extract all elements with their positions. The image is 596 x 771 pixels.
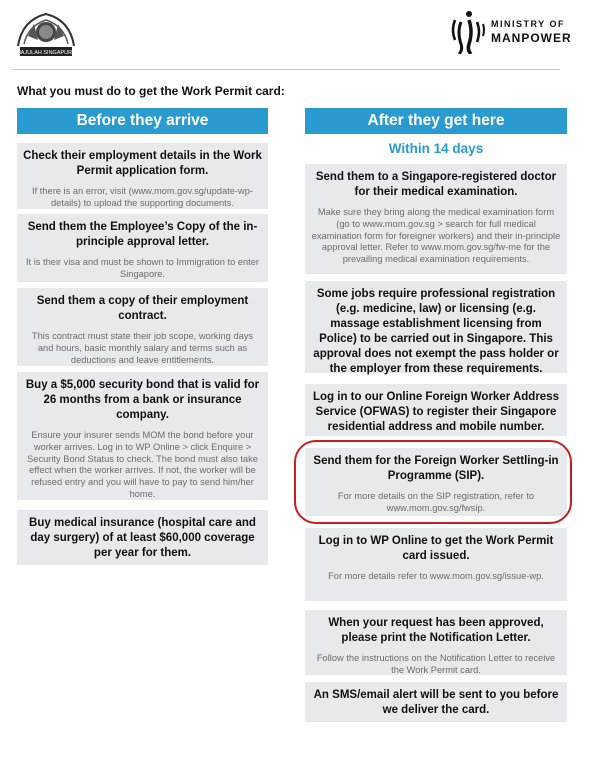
card-description: If there is an error, visit (www.mom.gov.sg/update-wp-details) to upload the supporting documents. xyxy=(32,186,253,208)
before-card-5 xyxy=(17,510,268,565)
card-title: Buy medical insurance (hospital care and day surgery) of at least $60,000 coverage per year for them. xyxy=(29,517,256,559)
singapore-crest-logo xyxy=(14,6,78,60)
card-title: Send them the Employee’s Copy of the in-principle approval letter. xyxy=(27,221,258,248)
within-14-days-subheading: Within 14 days xyxy=(388,141,484,156)
crest-motto: MAJULAH SINGAPURA xyxy=(16,50,76,56)
card-description: This contract must state their job scope, working days and hours, basic monthly salary and terms such as deductions and leave entitlements. xyxy=(31,331,254,365)
after-card-1 xyxy=(305,164,567,274)
intro-heading: What you must do to get the Work Permit card: xyxy=(17,84,285,98)
after-arrive-heading: After they get here xyxy=(305,108,567,134)
card-description: Ensure your insurer sends MOM the bond before your worker arrives. Log in to WP Online > click Enquire > Security Bond Status to check. The bond must also take effect when the worker arrives. If not, the worker will be refused entry and you will have to pay to send him/her home. xyxy=(27,430,258,499)
card-title: An SMS/email alert will be sent to you before we deliver the card. xyxy=(313,689,559,716)
card-title: Some jobs require professional registration (e.g. medicine, law) or licensing (e.g. massage establishment licensing from Police) to be carried out in Singapore. This approval does not exempt the pass holder or the employer from these requirements. xyxy=(313,288,559,375)
card-title: Send them a copy of their employment contract. xyxy=(36,295,249,322)
after-card-3 xyxy=(305,384,567,436)
ministry-line2: MANPOWER xyxy=(491,31,572,45)
before-card-3 xyxy=(17,288,268,366)
card-description: For more details on the SIP registration, refer to www.mom.gov.sg/fwsip. xyxy=(337,491,535,513)
ministry-name xyxy=(491,17,591,45)
after-card-5 xyxy=(305,528,567,601)
sip-highlight-circle xyxy=(294,440,572,524)
card-title: Buy a $5,000 security bond that is valid for 26 months from a bank or insurance company. xyxy=(25,379,260,421)
card-title: When your request has been approved, please print the Notification Letter. xyxy=(328,617,544,644)
card-description: It is their visa and must be shown to Immigration to enter Singapore. xyxy=(25,257,260,279)
card-title: Log in to WP Online to get the Work Permit card issued. xyxy=(318,535,554,562)
card-title: Check their employment details in the Work Permit application form. xyxy=(23,150,262,177)
card-description: Make sure they bring along the medical examination form (go to www.mom.gov.sg > search for full medical examination form for foreigner workers) and their in-principle approval letter. Refer to www.mom.gov.sg/fw-me for the prevailing medical examination requirements. xyxy=(311,207,561,265)
card-description: Follow the instructions on the Notification Letter to receive the Work Permit card. xyxy=(316,653,556,675)
before-card-2 xyxy=(17,214,268,282)
mom-figure-logo xyxy=(447,10,487,54)
card-title: Send them to a Singapore-registered doctor for their medical examination. xyxy=(315,171,557,198)
ministry-line1: MINISTRY OF xyxy=(491,19,566,29)
header-divider xyxy=(12,69,560,70)
before-card-1 xyxy=(17,143,268,209)
after-card-2 xyxy=(305,281,567,373)
card-description: For more details refer to www.mom.gov.sg/issue-wp. xyxy=(328,571,544,581)
before-card-4 xyxy=(17,372,268,500)
page-header xyxy=(0,0,596,70)
card-title: Log in to our Online Foreign Worker Address Service (OFWAS) to register their Singapore residential address and mobile number. xyxy=(313,391,559,433)
after-card-6 xyxy=(305,610,567,675)
before-arrive-heading: Before they arrive xyxy=(17,108,268,134)
after-card-7 xyxy=(305,682,567,722)
card-title: Send them for the Foreign Worker Settling-in Programme (SIP). xyxy=(313,455,559,482)
